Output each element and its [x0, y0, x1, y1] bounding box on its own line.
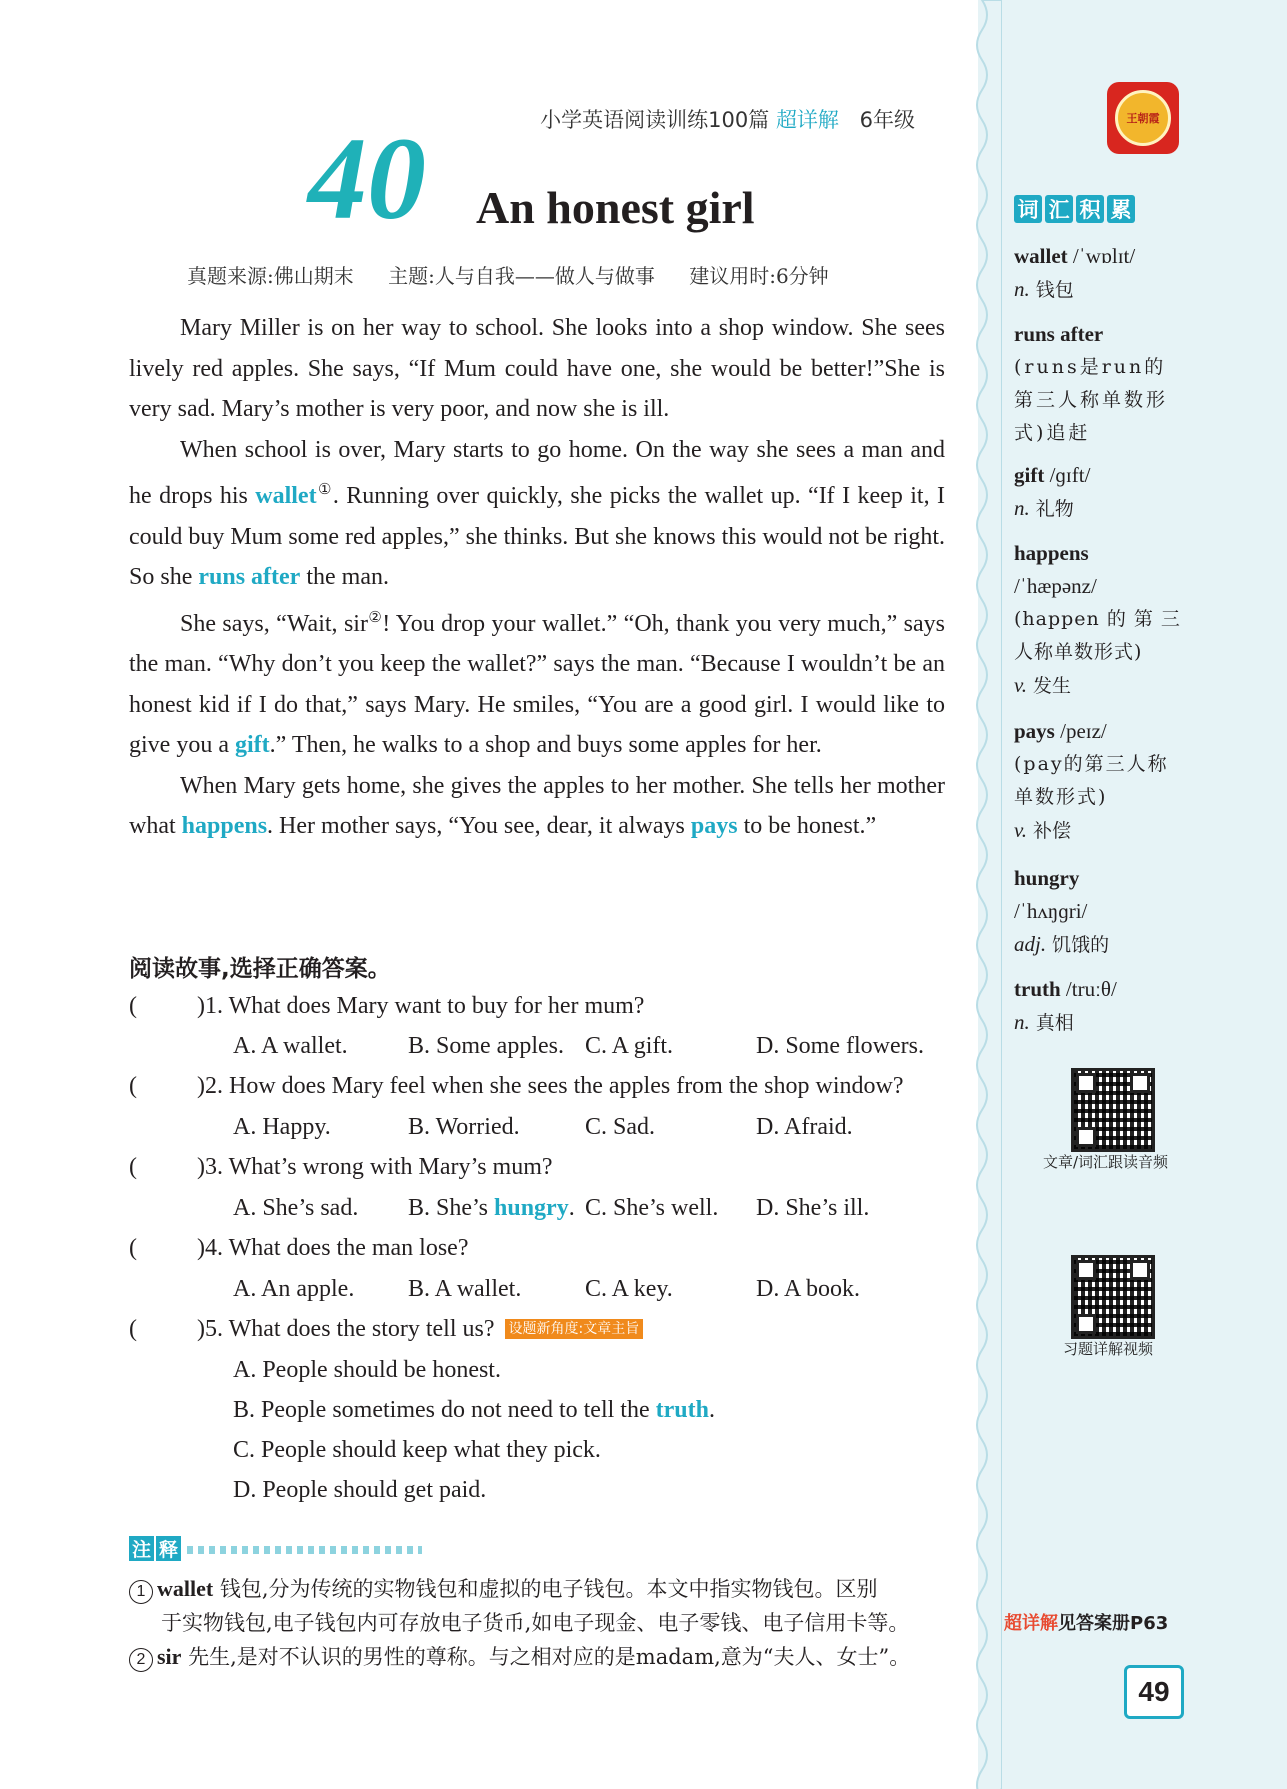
- vocab-pos: v.: [1014, 818, 1028, 842]
- publisher-logo: [1107, 82, 1179, 154]
- story-paragraph: [129, 598, 945, 766]
- text-run: . Running over quickly, she picks the wallet up. “If I keep it, I could buy Mum some red apples,” she thinks. But she knows this would not be right. So she: [129, 483, 945, 590]
- text-run: .” Then, he walks to a shop and buys some apples for her.: [269, 732, 822, 758]
- logo-text: 王朝霞: [1126, 113, 1160, 125]
- option: A. A wallet.: [233, 1033, 348, 1059]
- question-text: 3. What’s wrong with Mary’s mum?: [205, 1154, 553, 1180]
- vocab-entry-happens: [1014, 537, 1184, 703]
- note-word: wallet: [157, 1576, 214, 1601]
- keyword-pays: pays: [690, 813, 738, 839]
- answer-blank-open[interactable]: (: [129, 1316, 137, 1342]
- note-word: sir: [157, 1644, 182, 1669]
- vocab-definition: (happen 的 第 三人称单数形式): [1014, 608, 1181, 663]
- text-run: When Mary gets home, she gives the apples to her mother. She tells her mother what: [129, 772, 945, 839]
- vocab-phonetic: /truːθ/: [1060, 977, 1117, 1001]
- option: D. She’s ill.: [756, 1195, 870, 1221]
- option: A. An apple.: [233, 1276, 355, 1302]
- vocab-entry-pays: [1014, 715, 1184, 848]
- vocab-meaning: 真相: [1029, 1012, 1074, 1034]
- vocab-phonetic: /ˈhæpənz/: [1014, 574, 1097, 598]
- note-text: 钱包,分为传统的实物钱包和虚拟的电子钱包。本文中指实物钱包。区别: [213, 1577, 878, 1601]
- text-run: to be honest.”: [737, 813, 877, 839]
- vocab-word: pays: [1014, 719, 1055, 743]
- option: A. People should be honest.: [233, 1357, 501, 1383]
- vocab-word: hungry: [1014, 866, 1080, 890]
- qr-finder: [1076, 1073, 1096, 1093]
- text-run: She says, “Wait, sir: [180, 610, 368, 637]
- answer-text: 见答案册: [1058, 1613, 1130, 1634]
- text-run: B. People sometimes do not need to tell the: [233, 1397, 656, 1423]
- vocab-meaning: 礼物: [1029, 498, 1074, 520]
- text-run: When school is over, Mary starts to go home. On the way she sees a man and he drops his: [129, 436, 945, 509]
- vocab-pos: v.: [1014, 673, 1028, 697]
- vocab-heading-char: 积: [1076, 195, 1104, 223]
- option: B. A wallet.: [408, 1276, 522, 1302]
- vocab-definition: (pay的第三人称单数形式): [1014, 753, 1169, 808]
- question-tag: 设题新角度:文章主旨: [505, 1319, 644, 1339]
- answer-blank-close: ): [197, 1154, 205, 1180]
- logo-emblem: [1115, 90, 1171, 146]
- vocab-meaning: 补偿: [1027, 820, 1072, 842]
- vocab-entry-truth: [1014, 973, 1184, 1040]
- vocab-pos: n.: [1014, 1010, 1030, 1034]
- keyword-happens: happens: [181, 813, 268, 839]
- book-title: 小学英语阅读训练100篇: [540, 108, 770, 132]
- story-paragraph: [129, 766, 945, 847]
- answer-blank-close: ): [197, 993, 205, 1019]
- vocab-definition: (runs是run的第三人称单数形式)追赶: [1014, 356, 1169, 444]
- note-1: [129, 1572, 878, 1606]
- answer-highlight: 超详解: [1004, 1613, 1058, 1634]
- option: C. A key.: [585, 1276, 673, 1302]
- vocab-heading-char: 汇: [1045, 195, 1073, 223]
- note-marker: ①: [316, 482, 333, 498]
- option: D. People should get paid.: [233, 1477, 487, 1503]
- option: A. Happy.: [233, 1114, 331, 1140]
- qr-finder: [1076, 1260, 1096, 1280]
- vocab-heading: [1014, 195, 1138, 223]
- book-highlight: 超详解: [775, 108, 839, 132]
- audio-qr-label: 文章/词汇跟读音频: [1043, 1153, 1169, 1171]
- notes-heading-char: 释: [156, 1536, 181, 1561]
- note-text: 先生,是对不认识的男性的尊称。与之相对应的是madam,意为“夫人、女士”。: [181, 1645, 911, 1669]
- vocab-word: runs after: [1014, 322, 1104, 346]
- vocab-meaning: 饥饿的: [1046, 934, 1110, 956]
- option: B. Worried.: [408, 1114, 520, 1140]
- vocab-meaning: 钱包: [1029, 279, 1074, 301]
- theme-label: 主题:人与自我——做人与做事: [388, 264, 655, 288]
- answer-blank-open[interactable]: (: [129, 993, 137, 1019]
- vocab-pos: n.: [1014, 277, 1030, 301]
- keyword-runs-after: runs after: [198, 564, 301, 590]
- text-run: ! You drop your wallet.” “Oh, thank you very much,” says the man. “Why don’t you keep the wallet?” says the man. “Because I wouldn’t be an honest kid if I do that,” says Mary. He smiles, “You are a good girl. I would like to give you a: [129, 610, 946, 758]
- vocab-phonetic: /ˈwɒlɪt/: [1067, 244, 1136, 268]
- wave-border: [962, 0, 1002, 1789]
- question-text: [205, 1316, 643, 1343]
- option: C. She’s well.: [585, 1195, 719, 1221]
- video-qr-label: 习题详解视频: [1063, 1340, 1154, 1358]
- text-run: the man.: [300, 564, 389, 590]
- question-text: 1. What does Mary want to buy for her mum?: [205, 993, 645, 1019]
- vocab-word: wallet: [1014, 244, 1068, 268]
- option: C. People should keep what they pick.: [233, 1437, 601, 1463]
- note-marker: ②: [367, 609, 383, 626]
- text-run: .: [708, 1397, 715, 1423]
- answer-blank-close: ): [197, 1235, 205, 1261]
- audio-qr-code[interactable]: [1071, 1068, 1155, 1152]
- lesson-meta: [187, 260, 857, 289]
- answer-page: P63: [1130, 1613, 1169, 1634]
- keyword-wallet: wallet: [255, 483, 317, 509]
- qr-finder: [1130, 1073, 1150, 1093]
- vocab-word: happens: [1014, 541, 1089, 565]
- vocab-pos: adj.: [1014, 932, 1047, 956]
- keyword-hungry: hungry: [494, 1195, 569, 1221]
- lesson-title: An honest girl: [476, 182, 755, 233]
- vocab-pos: n.: [1014, 496, 1030, 520]
- notes-heading: [129, 1536, 183, 1561]
- vocab-heading-char: 词: [1014, 195, 1042, 223]
- vocab-entry-hungry: [1014, 862, 1184, 962]
- note-number: 2: [129, 1648, 153, 1672]
- source-label: 真题来源:佛山期末: [187, 264, 354, 288]
- option: D. A book.: [756, 1276, 861, 1302]
- answer-blank-open[interactable]: (: [129, 1073, 137, 1099]
- option: D. Some flowers.: [756, 1033, 924, 1059]
- option: [233, 1397, 715, 1424]
- note-2: [129, 1640, 910, 1674]
- text-run: B. She’s: [408, 1195, 495, 1221]
- option: B. Some apples.: [408, 1033, 564, 1059]
- answer-blank-open[interactable]: (: [129, 1235, 137, 1261]
- note-1-cont: 于实物钱包,电子钱包内可存放电子货币,如电子现金、电子零钱、电子信用卡等。: [161, 1611, 910, 1635]
- text-run: .: [568, 1195, 575, 1221]
- option: D. Afraid.: [756, 1114, 853, 1140]
- text-run: . Her mother says, “You see, dear, it always: [267, 813, 691, 839]
- story-text: [129, 308, 945, 847]
- text-run: 5. What does the story tell us?: [205, 1316, 495, 1342]
- vocab-word: gift: [1014, 463, 1045, 487]
- vocab-entry-wallet: [1014, 240, 1184, 307]
- vocab-phonetic: /ɡɪft/: [1044, 463, 1091, 487]
- answer-blank-open[interactable]: (: [129, 1154, 137, 1180]
- option: C. A gift.: [585, 1033, 674, 1059]
- notes-heading-char: 注: [129, 1536, 154, 1561]
- story-paragraph: [129, 430, 945, 598]
- question-text: 4. What does the man lose?: [205, 1235, 469, 1261]
- option: A. She’s sad.: [233, 1195, 359, 1221]
- story-paragraph: Mary Miller is on her way to school. She looks into a shop window. She sees lively red apples. She says, “If Mum could have one, she would be better!”She is very sad. Mary’s mother is very poor, and now she is ill.: [129, 315, 945, 422]
- option: [408, 1195, 575, 1222]
- answer-blank-close: ): [197, 1316, 205, 1342]
- keyword-truth: truth: [655, 1397, 709, 1423]
- questions-heading: 阅读故事,选择正确答案。: [129, 956, 391, 982]
- grade-label: 6年级: [859, 108, 915, 132]
- vocab-entry-runs-after: [1014, 318, 1184, 450]
- qr-finder: [1130, 1260, 1150, 1280]
- keyword-gift: gift: [234, 732, 270, 758]
- qr-finder: [1076, 1127, 1096, 1147]
- note-number: 1: [129, 1580, 153, 1604]
- vocab-phonetic: /ˈhʌŋɡri/: [1014, 899, 1088, 923]
- vocab-meaning: 发生: [1027, 675, 1072, 697]
- answer-reference: [1004, 1609, 1168, 1635]
- vocab-heading-char: 累: [1107, 195, 1135, 223]
- answer-blank-close: ): [197, 1073, 205, 1099]
- question-text: 2. How does Mary feel when she sees the apples from the shop window?: [205, 1073, 904, 1099]
- option: C. Sad.: [585, 1114, 656, 1140]
- vocab-entry-gift: [1014, 459, 1184, 526]
- book-header: [540, 104, 915, 134]
- video-qr-code[interactable]: [1071, 1255, 1155, 1339]
- time-label: 建议用时:6分钟: [689, 264, 829, 288]
- vocab-phonetic: /peɪz/: [1054, 719, 1107, 743]
- page-number: 49: [1124, 1665, 1184, 1719]
- vocab-word: truth: [1014, 977, 1061, 1001]
- dotted-divider: [187, 1546, 422, 1554]
- qr-finder: [1076, 1314, 1096, 1334]
- lesson-number: 40: [308, 113, 426, 244]
